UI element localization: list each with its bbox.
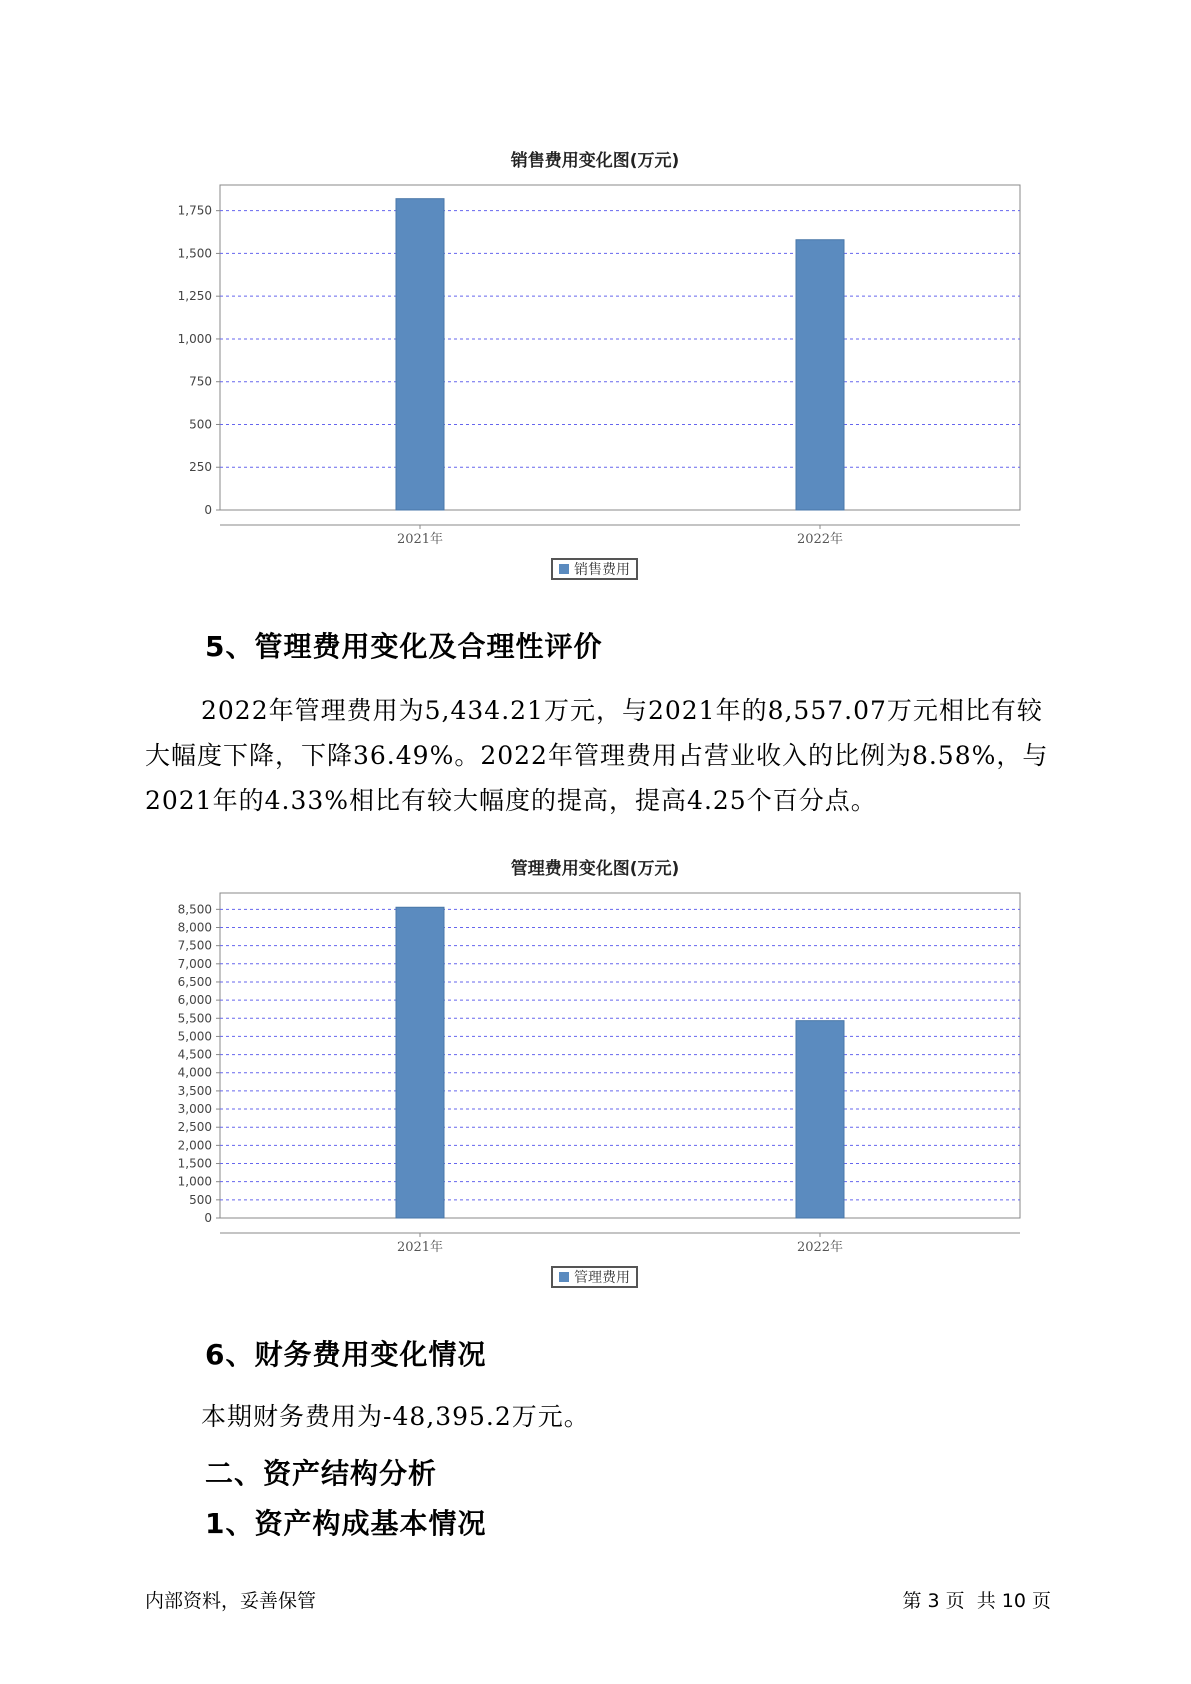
plot-frame <box>220 185 1020 510</box>
x-tick-label: 2022年 <box>796 1240 844 1255</box>
y-tick-label: 1,250 <box>177 289 212 304</box>
chart-plot <box>150 180 1040 580</box>
chart-plot <box>150 888 1040 1288</box>
bar <box>796 1021 844 1218</box>
y-tick-label: 2,000 <box>177 1138 212 1153</box>
y-tick-label: 3,500 <box>177 1083 212 1098</box>
legend-label: 管理费用 <box>574 1270 630 1286</box>
section-5-heading: 5、管理费用变化及合理性评价 <box>205 630 603 663</box>
y-tick-label: 0 <box>204 503 212 517</box>
y-tick-label: 1,500 <box>177 246 212 261</box>
bar <box>796 240 844 510</box>
plot-frame <box>220 893 1020 1218</box>
chart-title: 管理费用变化图(万元) <box>510 859 680 879</box>
legend-swatch <box>559 1272 569 1282</box>
paragraph-line: 大幅度下降，下降36.49%。2022年管理费用占营业收入的比例为8.58%，与 <box>145 741 1049 770</box>
y-tick-label: 1,750 <box>177 203 212 218</box>
y-tick-label: 1,500 <box>177 1156 212 1171</box>
sales-expense-chart <box>150 140 1040 595</box>
y-tick-label: 7,500 <box>177 938 212 953</box>
y-tick-label: 5,500 <box>177 1011 212 1026</box>
y-tick-label: 500 <box>189 1192 212 1207</box>
chart-title: 销售费用变化图(万元) <box>510 151 680 171</box>
y-tick-label: 750 <box>189 374 212 389</box>
section-6-heading: 6、财务费用变化情况 <box>205 1338 487 1371</box>
y-tick-label: 6,000 <box>177 993 212 1008</box>
y-tick-label: 8,500 <box>177 902 212 917</box>
legend-swatch <box>559 564 569 574</box>
bar <box>396 199 444 510</box>
y-tick-label: 3,000 <box>177 1102 212 1117</box>
chart-legend <box>551 1266 638 1288</box>
legend-label: 销售费用 <box>574 562 630 578</box>
x-tick-label: 2022年 <box>796 532 844 547</box>
footer-page-number: 第 3 页 共 10 页 <box>902 1590 1051 1612</box>
paragraph-line: 2022年管理费用为5,434.21万元，与2021年的8,557.07万元相比有较 <box>201 696 1043 725</box>
admin-expense-chart <box>150 848 1040 1303</box>
y-tick-label: 4,500 <box>177 1047 212 1062</box>
y-tick-label: 4,000 <box>177 1065 212 1080</box>
y-tick-label: 250 <box>189 460 212 475</box>
bar <box>396 907 444 1218</box>
footer-confidential: 内部资料，妥善保管 <box>145 1590 317 1612</box>
x-tick-label: 2021年 <box>396 532 444 547</box>
section-6-paragraph <box>145 1394 1050 1439</box>
paragraph-line: 2021年的4.33%相比有较大幅度的提高，提高4.25个百分点。 <box>145 786 877 815</box>
paragraph-line: 本期财务费用为-48,395.2万元。 <box>201 1402 590 1431</box>
chart-legend <box>551 558 638 580</box>
section-5-paragraph <box>145 688 1050 823</box>
x-tick-label: 2021年 <box>396 1240 444 1255</box>
y-tick-label: 8,000 <box>177 920 212 935</box>
asset-composition-heading: 1、资产构成基本情况 <box>205 1507 487 1540</box>
y-tick-label: 7,000 <box>177 956 212 971</box>
y-tick-label: 6,500 <box>177 974 212 989</box>
y-tick-label: 5,000 <box>177 1029 212 1044</box>
y-tick-label: 0 <box>204 1211 212 1225</box>
y-tick-label: 2,500 <box>177 1120 212 1135</box>
y-tick-label: 1,000 <box>177 331 212 346</box>
section-two-heading: 二、资产结构分析 <box>205 1457 438 1490</box>
y-tick-label: 1,000 <box>177 1174 212 1189</box>
y-tick-label: 500 <box>189 417 212 432</box>
